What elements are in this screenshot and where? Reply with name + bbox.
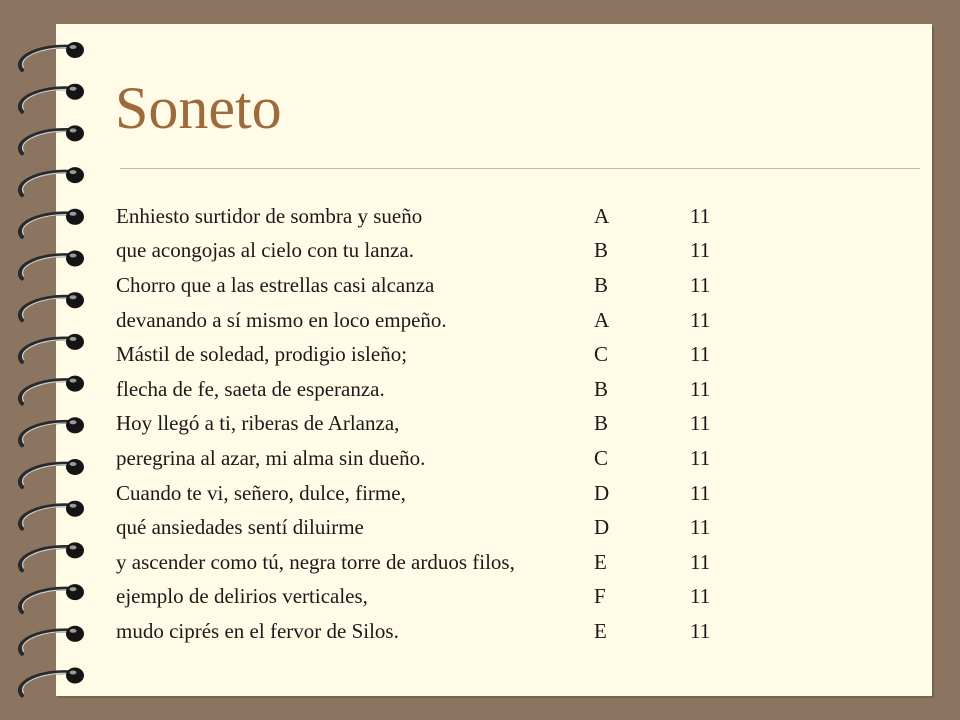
rhyme-letter: B (594, 272, 609, 297)
binding-ring (20, 251, 84, 279)
poem-line (116, 303, 730, 338)
rhyme-letter: F (594, 584, 606, 609)
poem-line (116, 337, 730, 372)
rhyme-letter: D (594, 480, 610, 505)
verse-text: Cuando te vi, señero, dulce, firme, (116, 480, 406, 505)
poem-line (116, 199, 730, 234)
binding-ring (20, 209, 84, 237)
poem-line (116, 234, 730, 269)
syllable-count: 11 (690, 307, 711, 332)
verse-text: Enhiesto surtidor de sombra y sueño (116, 203, 423, 228)
verse-text: Chorro que a las estrellas casi alcanza (116, 272, 435, 297)
rhyme-letter: A (594, 203, 610, 228)
binding-ring (20, 584, 84, 612)
syllable-count: 11 (690, 411, 711, 436)
binding-ring (20, 501, 84, 529)
syllable-count: 11 (690, 515, 711, 540)
rhyme-letter: C (594, 445, 609, 470)
binding-ring (20, 459, 84, 487)
verse-text: que acongojas al cielo con tu lanza. (116, 238, 414, 263)
verse-text: devanando a sí mismo en loco empeño. (116, 307, 447, 332)
syllable-count: 11 (690, 549, 711, 574)
binding-ring (20, 125, 84, 153)
poem-line (116, 614, 730, 649)
rhyme-letter: B (594, 376, 609, 401)
verse-text: flecha de fe, saeta de esperanza. (116, 376, 385, 401)
poem-line (116, 407, 730, 442)
verse-text: peregrina al azar, mi alma sin dueño. (116, 445, 426, 470)
rhyme-letter: E (594, 549, 607, 574)
poem-table (116, 199, 730, 649)
binding-ring (20, 668, 84, 696)
syllable-count: 11 (690, 272, 711, 297)
verse-text: Hoy llegó a ti, riberas de Arlanza, (116, 411, 400, 436)
rhyme-letter: C (594, 342, 609, 367)
syllable-count: 11 (690, 480, 711, 505)
poem-line (116, 580, 730, 615)
binding-ring (20, 417, 84, 445)
binding-ring (20, 292, 84, 320)
poem-line (116, 441, 730, 476)
binding-ring (20, 167, 84, 195)
poem-line (116, 268, 730, 303)
rhyme-letter: E (594, 618, 607, 643)
verse-text: mudo ciprés en el fervor de Silos. (116, 618, 399, 643)
binding-ring (20, 542, 84, 570)
rhyme-letter: A (594, 307, 610, 332)
verse-text: ejemplo de delirios verticales, (116, 584, 368, 609)
poem-line (116, 545, 730, 580)
rhyme-letter: B (594, 238, 609, 263)
poem-line (116, 476, 730, 511)
title-divider (120, 168, 920, 169)
syllable-count: 11 (690, 618, 711, 643)
rhyme-letter: B (594, 411, 609, 436)
verse-text: y ascender como tú, negra torre de arduos filos, (116, 549, 515, 574)
spiral-binding (0, 0, 100, 720)
page-title: Soneto (115, 75, 282, 141)
binding-ring (20, 626, 84, 654)
binding-ring (20, 42, 84, 70)
syllable-count: 11 (690, 342, 711, 367)
syllable-count: 11 (690, 238, 711, 263)
binding-ring (20, 84, 84, 112)
syllable-count: 11 (690, 203, 711, 228)
binding-ring (20, 334, 84, 362)
poem-line (116, 510, 730, 545)
syllable-count: 11 (690, 584, 711, 609)
rhyme-letter: D (594, 515, 610, 540)
verse-text: qué ansiedades sentí diluirme (116, 515, 364, 540)
poem-line (116, 372, 730, 407)
binding-ring (20, 376, 84, 404)
syllable-count: 11 (690, 445, 711, 470)
syllable-count: 11 (690, 376, 711, 401)
verse-text: Mástil de soledad, prodigio isleño; (116, 342, 408, 367)
